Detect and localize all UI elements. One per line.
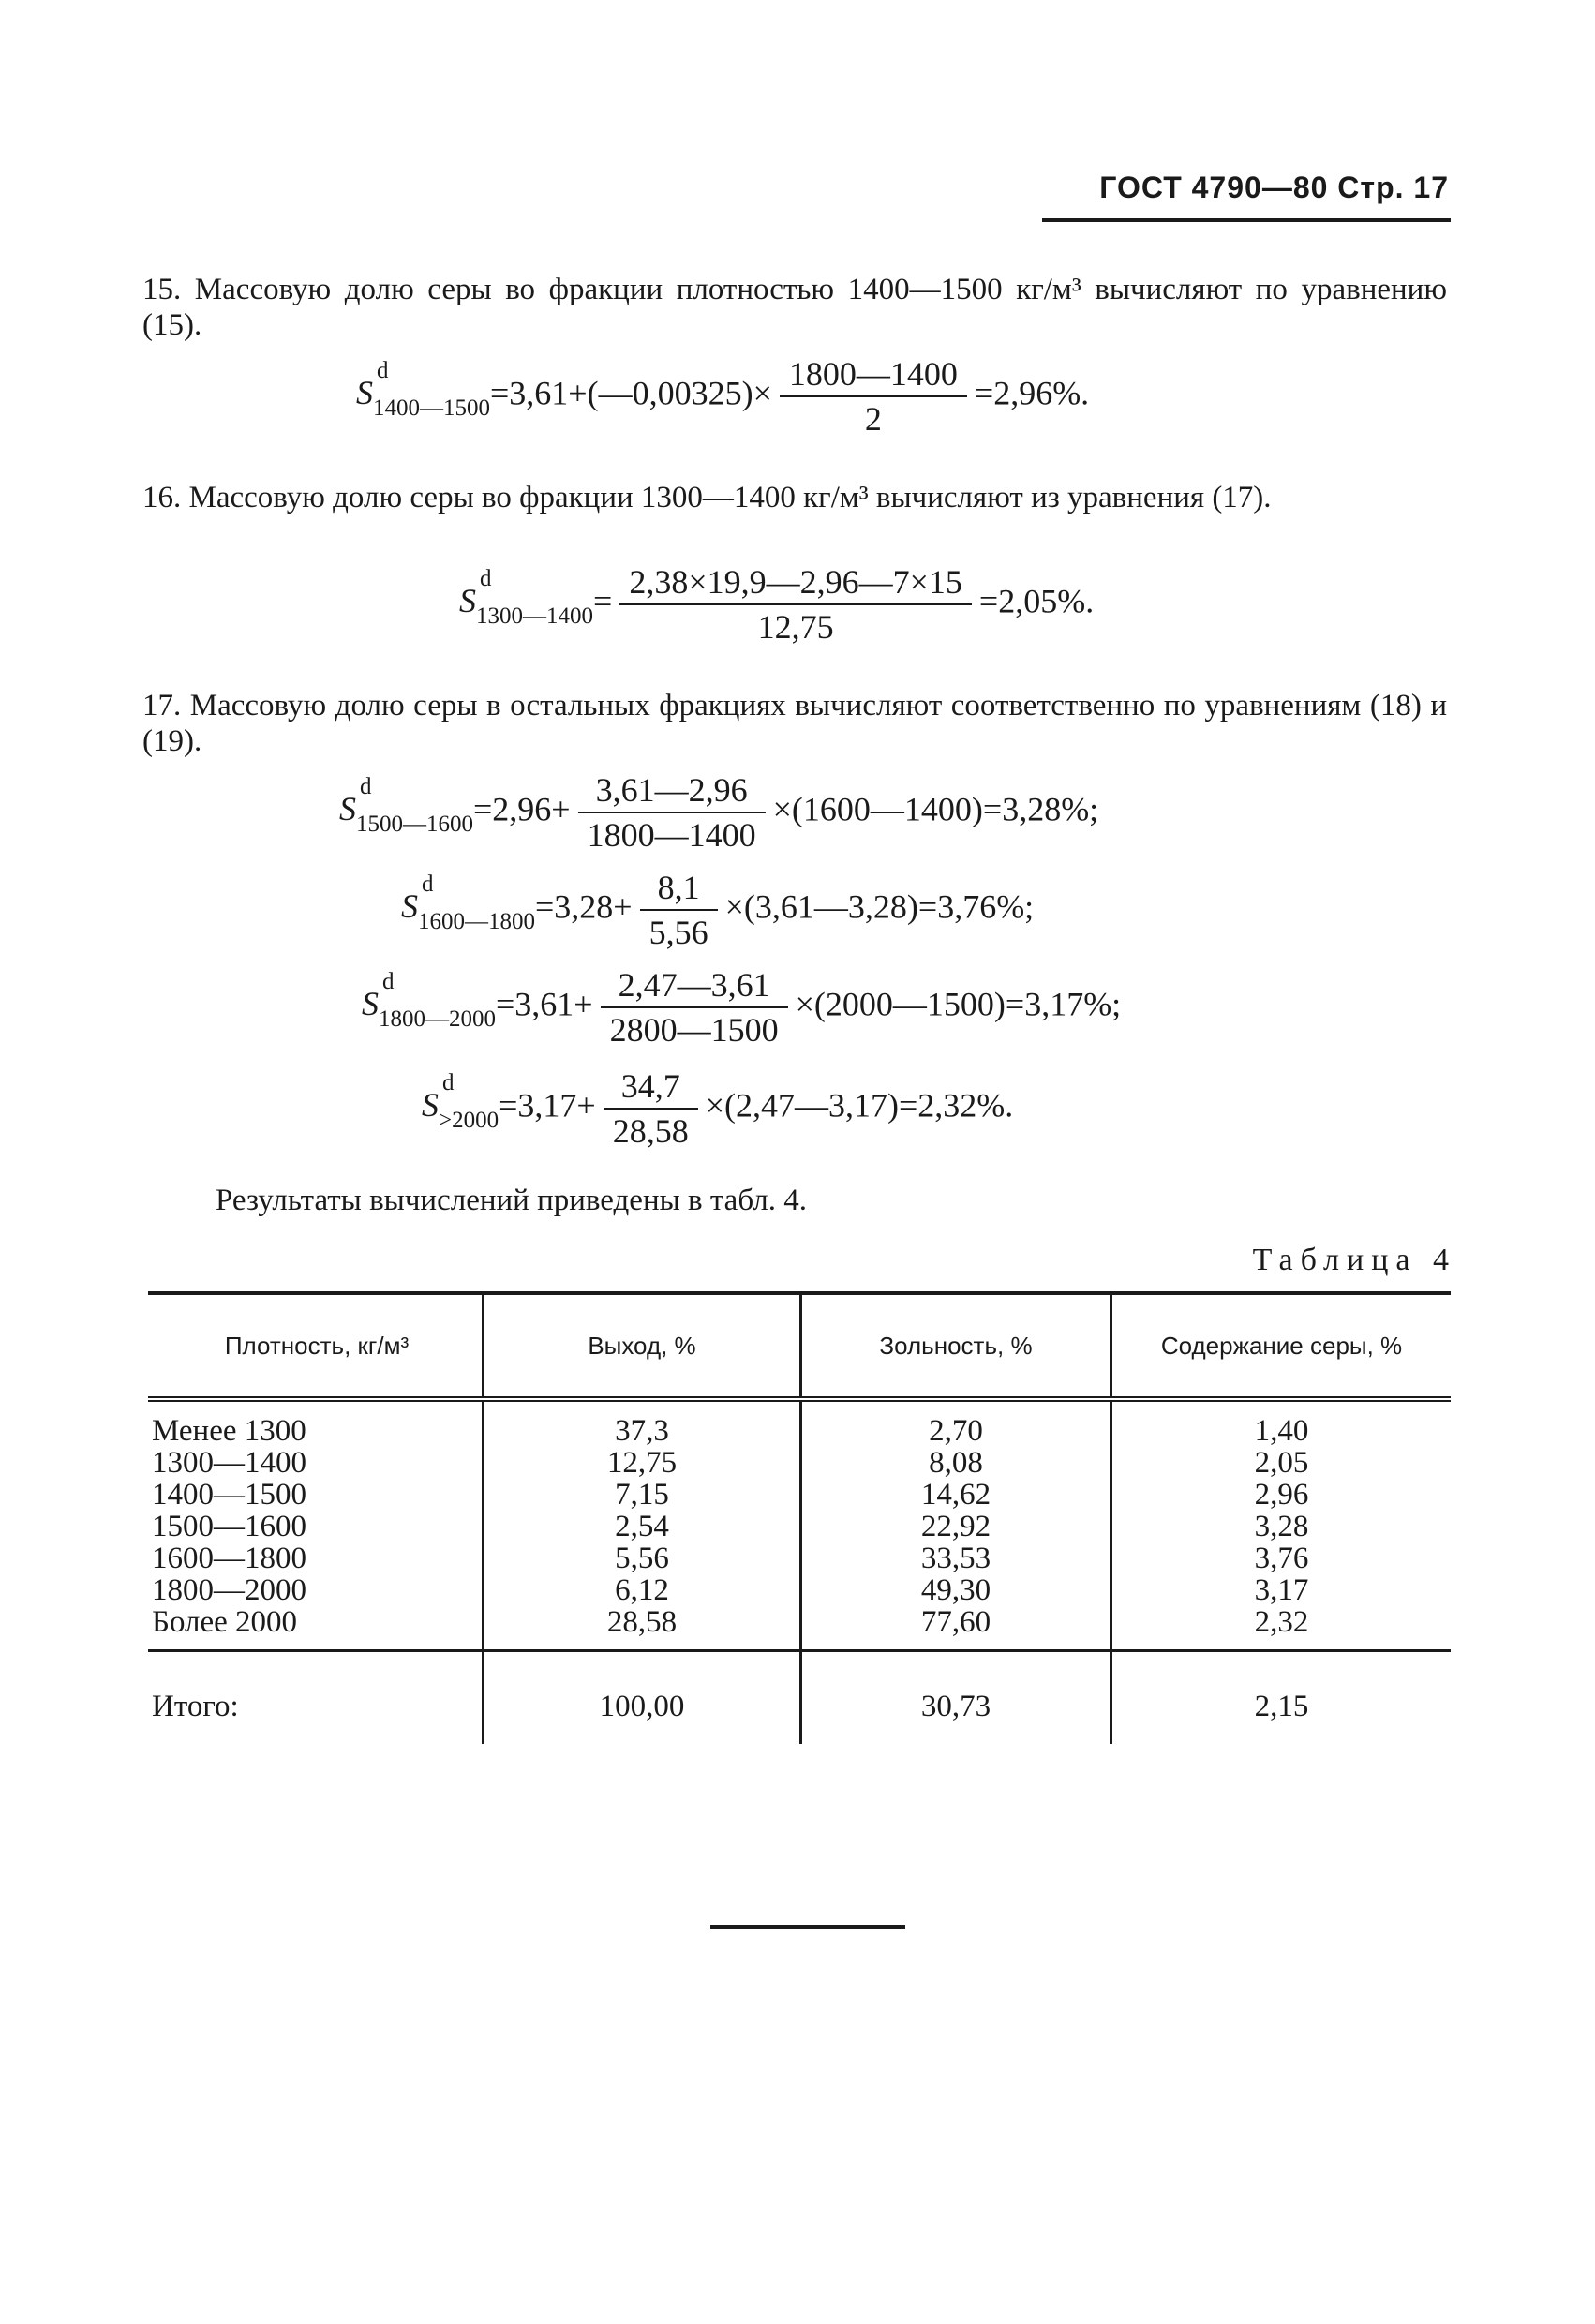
table-cell: 1,40	[1254, 1414, 1309, 1448]
header-yield: Выход, %	[484, 1293, 801, 1399]
table-cell: 1800—2000	[152, 1573, 306, 1607]
formula-17c-result: ×(2000—1500)=3,17%;	[795, 985, 1122, 1023]
header-rule	[1042, 218, 1451, 222]
formula-15-result: =2,96%.	[974, 374, 1090, 412]
page-header: ГОСТ 4790—80 Стр. 17	[1099, 171, 1449, 204]
formula-17b-left: =3,28+	[535, 887, 633, 926]
header-density: Плотность, кг/м³	[224, 1331, 410, 1360]
column-yield	[484, 1399, 801, 1651]
paragraph-16: 16. Массовую долю серы во фракции 1300—1400 кг/м³ вычисляют из уравнения (17).	[142, 481, 1272, 514]
table-cell: Более 2000	[152, 1605, 298, 1639]
formula-17b-result: ×(3,61—3,28)=3,76%;	[724, 887, 1035, 926]
table-cell: 1300—1400	[152, 1446, 306, 1480]
table-cell: 33,53	[920, 1542, 991, 1575]
table-cell: 1600—1800	[152, 1542, 306, 1575]
formula-17c-left: =3,61+	[496, 985, 593, 1023]
formula-17d-fraction: $\frac{34,7}{28,58}$	[604, 1066, 698, 1151]
formula-17b-fraction: $\frac{8,1}{5,56}$	[640, 868, 718, 952]
formula-17d	[422, 1066, 1013, 1151]
table-cell: 37,3	[615, 1414, 669, 1448]
table-cell: 22,92	[920, 1510, 991, 1543]
formula-16-symbol: S d $_{1300—1400}$	[459, 566, 593, 630]
table-header-row	[148, 1293, 1451, 1399]
end-rule	[710, 1925, 905, 1929]
formula-17b-symbol: S d $_{1600—1800}$	[401, 872, 535, 935]
total-yield: 100,00	[484, 1651, 801, 1745]
formula-17a-left: =2,96+	[473, 790, 571, 828]
formula-17a-symbol: S d $_{1500—1600}$	[339, 774, 473, 838]
table-data-block	[148, 1399, 1451, 1651]
table-cell: 2,32	[1254, 1605, 1309, 1639]
table-cell: Менее 1300	[152, 1414, 306, 1448]
table-cell: 3,28	[1254, 1510, 1309, 1543]
formula-15-symbol: S d $_{1400—1500}$	[356, 358, 490, 422]
table-cell: 3,76	[1254, 1542, 1309, 1575]
paragraph-17: 17. Массовую долю серы в остальных фракциях вычисляют соответственно по уравнениям (18) и (19).	[142, 689, 1447, 758]
formula-17a-fraction: $\frac{3,61—2,96}{1800—1400}$	[578, 770, 766, 855]
table-cell: 2,96	[1254, 1478, 1309, 1512]
table-caption: Таблица 4	[1252, 1243, 1456, 1277]
table-total-row	[148, 1651, 1451, 1745]
formula-16-result: =2,05%.	[978, 582, 1095, 620]
column-ash	[801, 1399, 1111, 1651]
table-cell: 12,75	[606, 1446, 678, 1480]
header-sulfur: Содержание серы, %	[1111, 1293, 1452, 1399]
formula-17d-result: ×(2,47—3,17)=2,32%.	[705, 1086, 1014, 1125]
total-label: Итого:	[152, 1690, 239, 1723]
table-cell: 5,56	[615, 1542, 669, 1575]
header-ash: Зольность, %	[801, 1293, 1111, 1399]
formula-17c-symbol: S d $_{1800—2000}$	[362, 969, 496, 1033]
table-cell: 8,08	[929, 1446, 983, 1480]
table-cell: 49,30	[920, 1573, 991, 1607]
table-cell: 7,15	[615, 1478, 669, 1512]
table-cell: 28,58	[606, 1605, 678, 1639]
table-4	[148, 1291, 1451, 1744]
table-cell: 2,70	[929, 1414, 983, 1448]
table-cell: 2,54	[615, 1510, 669, 1543]
formula-17d-left: =3,17+	[499, 1086, 596, 1125]
formula-17a-result: ×(1600—1400)=3,28%;	[772, 790, 1099, 828]
table-cell: 3,17	[1254, 1573, 1309, 1607]
results-note: Результаты вычислений приведены в табл. 4.	[216, 1184, 808, 1217]
column-density	[148, 1399, 484, 1651]
column-sulfur	[1111, 1399, 1452, 1651]
table-cell: 1400—1500	[152, 1478, 306, 1512]
formula-16-fraction: $\frac{2,38\times 19,9—2,96—7\times 15}{12,75}$	[619, 562, 972, 647]
total-sulfur: 2,15	[1111, 1651, 1452, 1745]
formula-16-left: =	[593, 582, 613, 620]
table-cell: 2,05	[1254, 1446, 1309, 1480]
formula-17d-symbol: S d $_{>2000}$	[422, 1070, 499, 1134]
formula-15-left: =3,61+(—0,00325)×	[490, 374, 772, 412]
table-cell: 6,12	[615, 1573, 669, 1607]
table-cell: 77,60	[920, 1605, 991, 1639]
formula-17b	[401, 868, 1034, 952]
table-cell: 1500—1600	[152, 1510, 306, 1543]
table-cell: 14,62	[920, 1478, 991, 1512]
formula-15	[356, 354, 1089, 439]
formula-17c	[362, 965, 1121, 1050]
total-ash: 30,73	[801, 1651, 1111, 1745]
formula-17a	[339, 770, 1098, 855]
formula-15-fraction: $\frac{1800—1400}{2}$	[780, 354, 967, 439]
formula-16	[459, 562, 1094, 647]
formula-17c-fraction: $\frac{2,47—3,61}{2800—1500}$	[601, 965, 788, 1050]
paragraph-15: 15. Массовую долю серы во фракции плотностью 1400—1500 кг/м³ вычисляют по уравнению (15).	[142, 273, 1447, 342]
